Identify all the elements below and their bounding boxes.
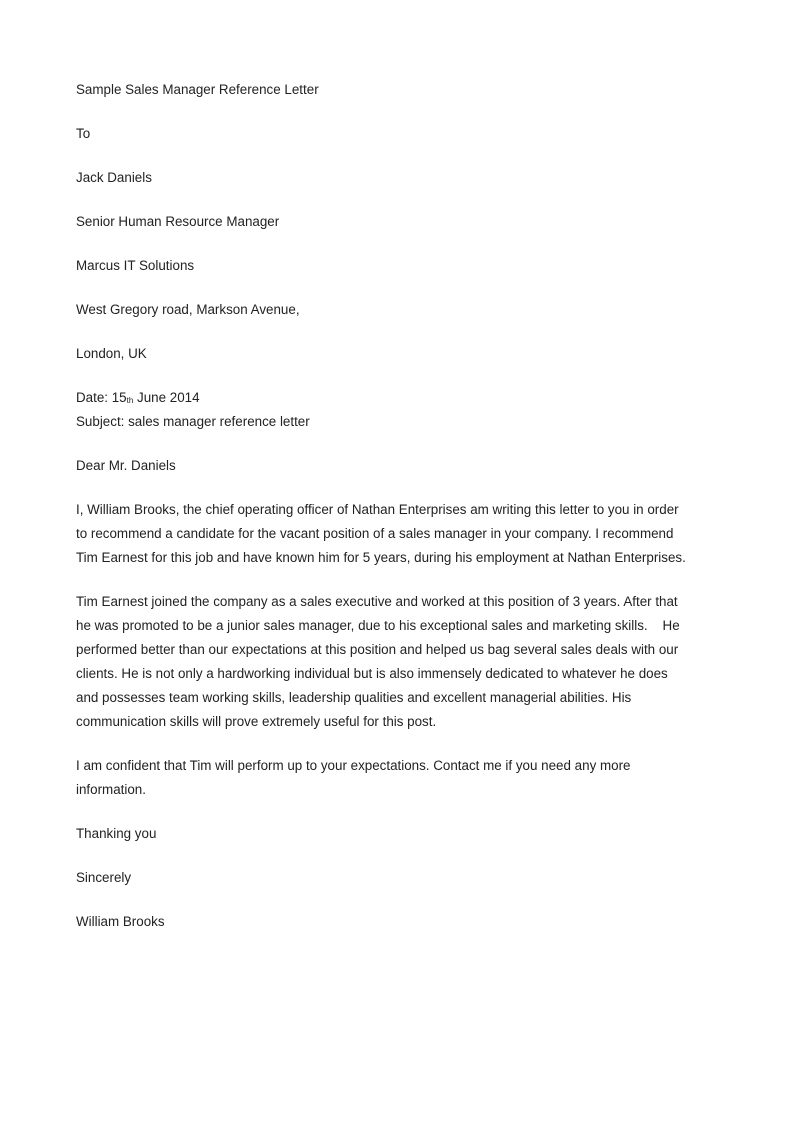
paragraph-line: I am confident that Tim will perform up to your expectations. Contact me if you need any more [76,758,631,773]
paragraph-1 [76,498,726,570]
signature-name: William Brooks [76,914,165,929]
paragraph-line: performed better than our expectations at this position and helped us bag several sales deals with our [76,642,679,657]
recipient-company: Marcus IT Solutions [76,258,195,273]
paragraph-line: and possesses team working skills, leadership qualities and excellent managerial abilities. His [76,690,632,705]
recipient-city: London, UK [76,346,147,361]
paragraph-line: clients. He is not only a hardworking individual but is also immensely dedicated to whatever he does [76,666,668,681]
date-suffix: June 2014 [133,390,200,405]
date-prefix: Date: 15 [76,390,127,405]
closing-sincerely: Sincerely [76,870,132,885]
paragraph-line: communication skills will prove extremely useful for this post. [76,714,437,729]
recipient-name: Jack Daniels [76,170,152,185]
paragraph-line: I, William Brooks, the chief operating officer of Nathan Enterprises am writing this letter to you in order [76,502,679,517]
paragraph-3 [76,754,726,802]
paragraph-line: Tim Earnest joined the company as a sales executive and worked at this position of 3 years. After that [76,594,678,609]
recipient-street: West Gregory road, Markson Avenue, [76,302,300,317]
letter-subject: Subject: sales manager reference letter [76,414,310,429]
recipient-position: Senior Human Resource Manager [76,214,280,229]
paragraph-line: to recommend a candidate for the vacant position of a sales manager in your company. I recommend [76,526,674,541]
recipient-to: To [76,126,91,141]
paragraph-2 [76,590,726,734]
paragraph-line: Tim Earnest for this job and have known him for 5 years, during his employment at Nathan Enterprises. [76,550,686,565]
paragraph-line: he was promoted to be a junior sales manager, due to his exceptional sales and marketing skills. He [76,618,680,633]
letter-title: Sample Sales Manager Reference Letter [76,82,319,97]
closing-thanks: Thanking you [76,826,157,841]
salutation: Dear Mr. Daniels [76,458,176,473]
letter-date [76,386,200,410]
date-ordinal: th [126,396,134,405]
paragraph-line: information. [76,782,146,797]
